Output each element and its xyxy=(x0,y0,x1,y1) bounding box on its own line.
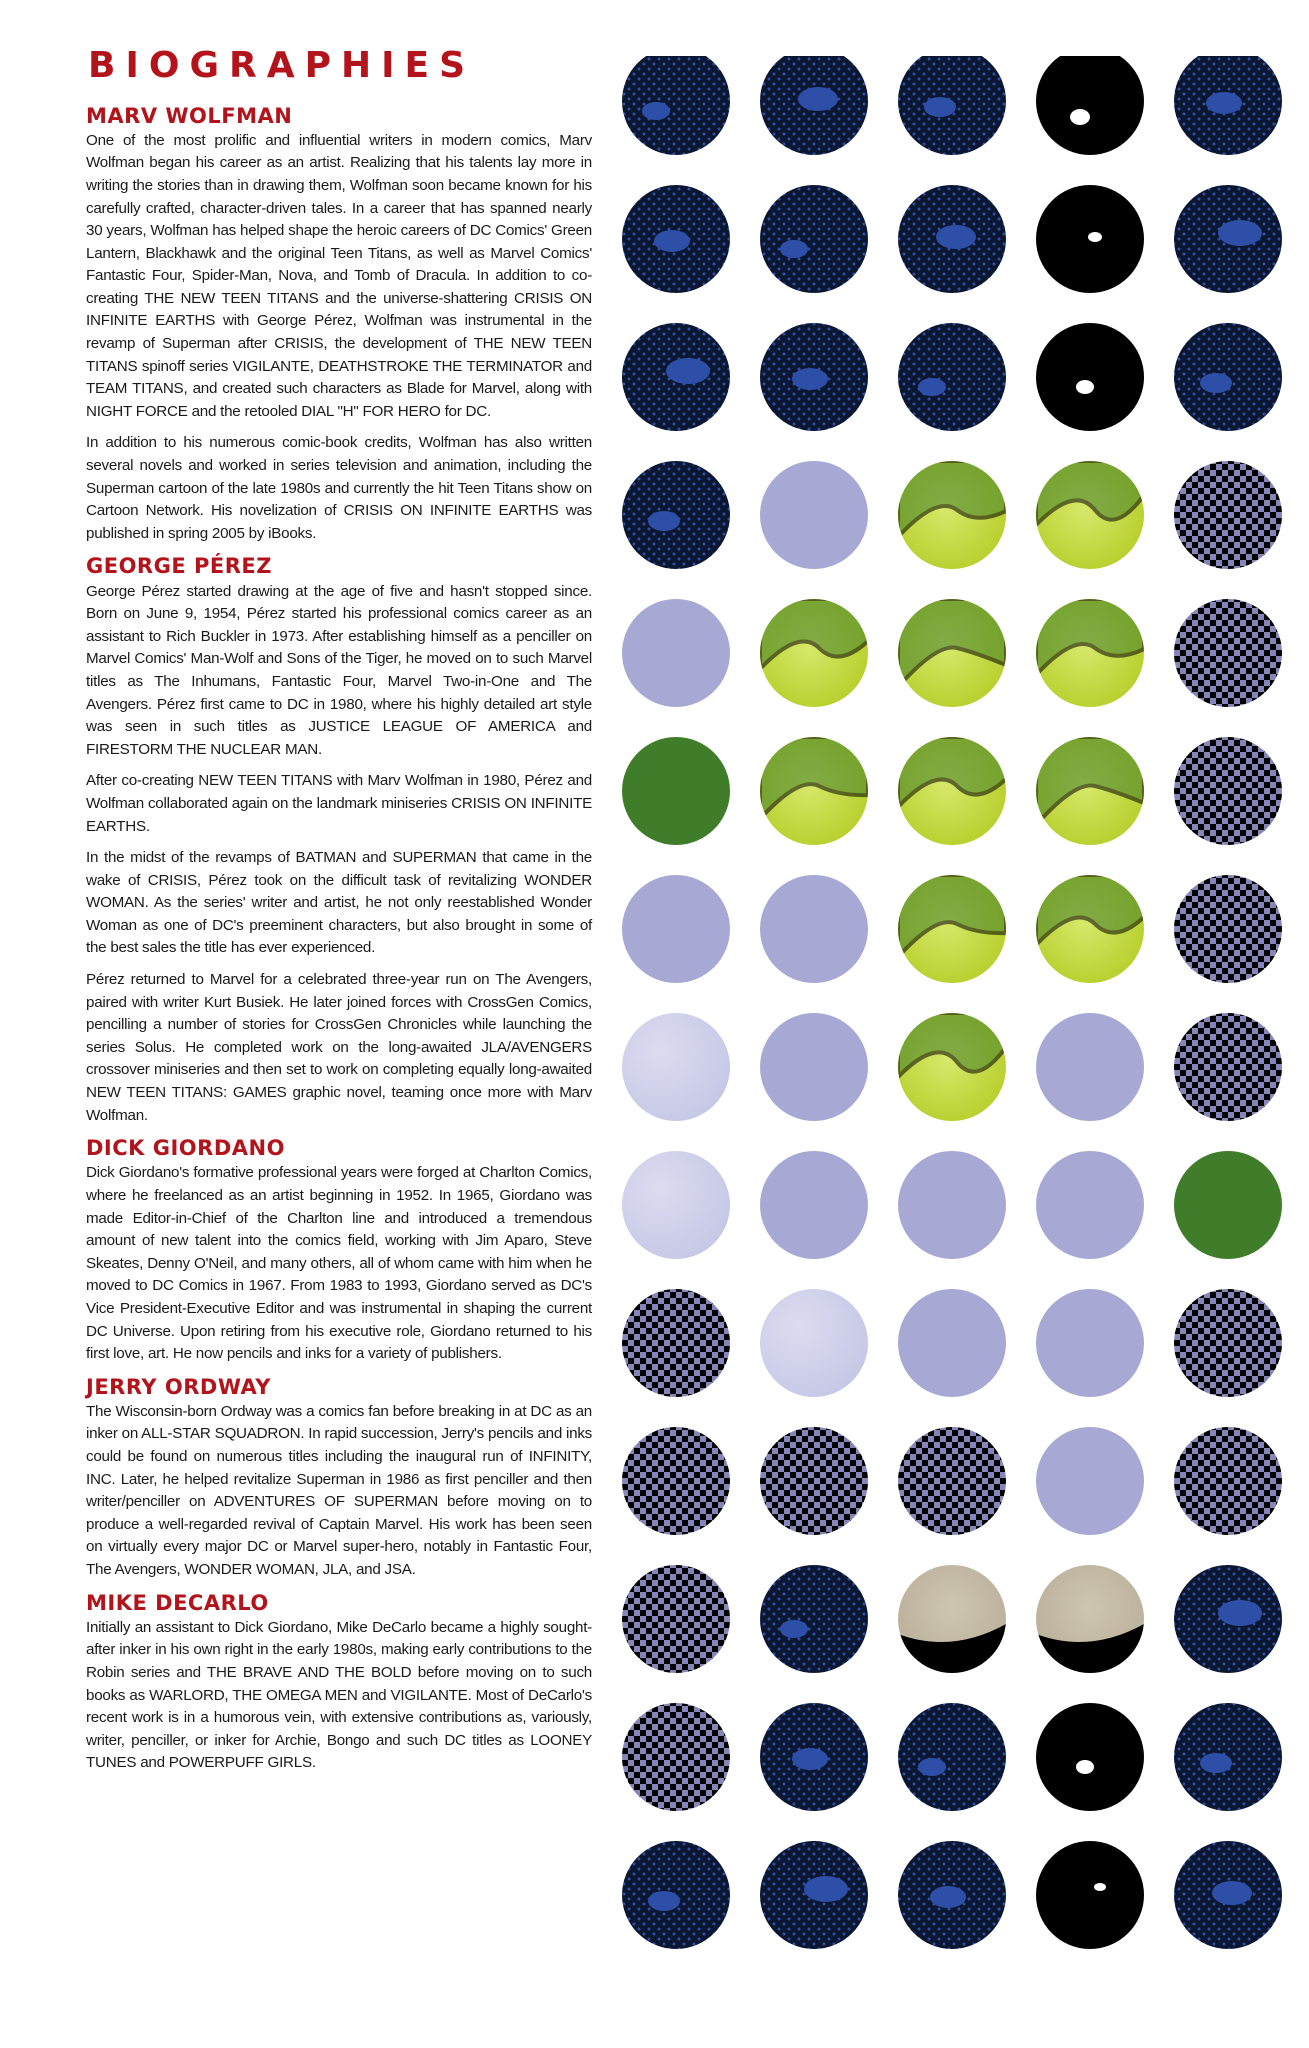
halftone-dot xyxy=(760,737,868,845)
halftone-dot xyxy=(622,1151,730,1259)
halftone-dot xyxy=(898,1703,1006,1811)
halftone-dot xyxy=(1174,1703,1282,1811)
halftone-dot xyxy=(1036,1427,1144,1535)
halftone-dot xyxy=(622,461,730,569)
biography-paragraph: Initially an assistant to Dick Giordano, Mike DeCarlo became a highly sought-after inker in his own right in the early 1980s, making early contributions to the Robin series and THE BRAVE AND THE BOLD before moving on to such books as WARLORD, THE OMEGA MEN and VIGILANTE. Most of DeCarlo's recent work is in a humorous vein, with extensive contributions as, variously, writer, penciller, or inker for Archie, Bongo and such DC titles as LOONEY TUNES and POWERPUFF GIRLS. xyxy=(86,1618,592,1772)
halftone-dot xyxy=(760,1289,868,1397)
halftone-dot xyxy=(1174,737,1282,845)
halftone-dot xyxy=(1174,56,1282,155)
halftone-dot xyxy=(1174,185,1282,293)
dot-grid-svg xyxy=(616,56,1309,2026)
halftone-dot xyxy=(898,1565,1006,1673)
biography-name: DICK GIORDANO xyxy=(86,1136,285,1161)
halftone-dot xyxy=(622,1013,730,1121)
biographies-list xyxy=(86,104,592,1775)
halftone-dot xyxy=(898,1427,1006,1535)
biography-name: MIKE DECARLO xyxy=(86,1590,269,1615)
halftone-dot xyxy=(622,1427,730,1535)
halftone-dot xyxy=(1174,599,1282,707)
halftone-dot xyxy=(1036,599,1144,707)
halftone-dot xyxy=(760,599,868,707)
halftone-dot xyxy=(622,1703,730,1811)
biography-paragraph: In the midst of the revamps of BATMAN and SUPERMAN that came in the wake of CRISIS, Pérez took on the difficult task of revitalizing WONDER WOMAN. As the series' writer and artist, he not only reestablished Wonder Woman as one of DC's preeminent characters, but also brought in some of the best sales the title has ever experienced. xyxy=(86,849,592,957)
halftone-dot xyxy=(898,875,1006,983)
biography-paragraph: Dick Giordano's formative professional years were forged at Charlton Comics, where he freelanced as an artist beginning in 1952. In 1965, Giordano was made Editor-in-Chief of the Charlton line and introduced a tremendous amount of new talent into the comics field, working with Jim Aparo, Steve Skeates, Denny O'Neil, and many others, all of whom came with him when he moved to DC Comics in 1967. From 1983 to 1993, Giordano served as DC's Vice President-Executive Editor and was instrumental in shaping the current DC Universe. Upon retiring from his executive role, Giordano returned to his first love, art. He now pencils and inks for a variety of publishers. xyxy=(86,1164,592,1363)
halftone-dot xyxy=(760,1565,868,1673)
halftone-dot xyxy=(1174,1289,1282,1397)
halftone-dot xyxy=(898,1013,1006,1121)
halftone-dot xyxy=(1036,1565,1144,1673)
halftone-dot xyxy=(760,1703,868,1811)
halftone-dot xyxy=(1174,461,1282,569)
page-title: BIOGRAPHIES xyxy=(88,45,475,86)
halftone-dot xyxy=(1174,323,1282,431)
biography-dick-giordano xyxy=(86,1136,592,1365)
halftone-dot xyxy=(898,323,1006,431)
biography-paragraph: Pérez returned to Marvel for a celebrated three-year run on The Avengers, paired with writer Kurt Busiek. He later joined forces with CrossGen Comics, pencilling a number of stories for CrossGen Chronicles while launching the series Solus. He completed work on the long-awaited JLA/AVENGERS crossover miniseries and then set to work on completing equally long-awaited NEW TEEN TITANS: GAMES graphic novel, teaming once more with Marv Wolfman. xyxy=(86,971,592,1124)
halftone-dot xyxy=(1036,1289,1144,1397)
halftone-dot xyxy=(1036,1703,1144,1811)
halftone-dot xyxy=(1036,185,1144,293)
halftone-dot xyxy=(898,1841,1006,1949)
halftone-dot xyxy=(1174,875,1282,983)
halftone-dot xyxy=(760,323,868,431)
halftone-dot xyxy=(760,1013,868,1121)
halftone-dot xyxy=(1174,1151,1282,1259)
halftone-dot xyxy=(898,1151,1006,1259)
biography-paragraph: After co-creating NEW TEEN TITANS with Marv Wolfman in 1980, Pérez and Wolfman collaborated again on the landmark miniseries CRISIS ON INFINITE EARTHS. xyxy=(86,772,592,835)
biography-name: MARV WOLFMAN xyxy=(86,103,293,128)
halftone-dot xyxy=(898,185,1006,293)
halftone-dot xyxy=(622,185,730,293)
halftone-dot xyxy=(760,1427,868,1535)
biography-name: GEORGE PÉREZ xyxy=(86,554,272,579)
halftone-dot xyxy=(760,1151,868,1259)
halftone-dot xyxy=(898,1289,1006,1397)
halftone-dot xyxy=(622,737,730,845)
halftone-dot xyxy=(622,1841,730,1949)
biography-paragraph: One of the most prolific and influential writers in modern comics, Marv Wolfman began his career as an artist. Realizing that his talents lay more in writing the stories than in drawing them, Wolfman soon became known for his carefully crafted, character-driven tales. In a career that has spanned nearly 30 years, Wolfman has helped shape the heroic careers of DC Comics' Green Lantern, Blackhawk and the original Teen Titans, as well as Marvel Comics' Fantastic Four, Spider-Man, Nova, and Tomb of Dracula. In addition to co-creating THE NEW TEEN TITANS and the universe-shattering CRISIS ON INFINITE EARTHS with George Pérez, Wolfman was instrumental in the revamp of Superman after CRISIS, the development of THE NEW TEEN TITANS spinoff series VIGILANTE, DEATHSTROKE THE TERMINATOR and TEAM TITANS, and created such characters as Blade for Marvel, along with NIGHT FORCE and the retooled DIAL "H" FOR HERO for DC. xyxy=(86,131,592,420)
halftone-dot xyxy=(898,599,1006,707)
halftone-dot xyxy=(760,461,868,569)
halftone-dot xyxy=(760,875,868,983)
halftone-dot xyxy=(898,737,1006,845)
halftone-dot xyxy=(622,599,730,707)
halftone-dot-grid xyxy=(616,56,1309,2026)
biography-paragraph: The Wisconsin-born Ordway was a comics fan before breaking in at DC as an inker on ALL-STAR SQUADRON. In rapid succession, Jerry's pencils and inks could be found on numerous titles including the inaugural run of INFINITY, INC. Later, he helped revitalize Superman in 1986 as first penciller and then writer/penciller on ADVENTURES OF SUPERMAN before moving on to produce a well-regarded revival of Captain Marvel. His work has been seen on virtually every major DC or Marvel super-hero, notably in Fantastic Four, The Avengers, WONDER WOMAN, JLA, and JSA. xyxy=(86,1402,593,1578)
halftone-dot xyxy=(760,1841,868,1949)
biography-mike-decarlo xyxy=(86,1591,592,1775)
biography-name: JERRY ORDWAY xyxy=(86,1374,271,1399)
biography-george-p-rez xyxy=(86,554,592,1127)
biography-paragraph: George Pérez started drawing at the age of five and hasn't stopped since. Born on June 9, 1954, Pérez started his professional comics career as an assistant to Rich Buckler in 1973. After establishing himself as a penciller on Marvel Comics' Man-Wolf and Sons of the Tiger, he moved on to such Marvel titles as The Inhumans, Fantastic Four, Marvel Two-in-One and The Avengers. Pérez first came to DC in 1980, where his highly detailed art style was seen in such titles as JUSTICE LEAGUE OF AMERICA and FIRESTORM THE NUCLEAR MAN. xyxy=(86,582,592,758)
halftone-dot xyxy=(1036,56,1144,155)
halftone-dot xyxy=(1036,323,1144,431)
halftone-dot xyxy=(622,1565,730,1673)
halftone-dot xyxy=(1174,1565,1282,1673)
halftone-dot xyxy=(1174,1427,1282,1535)
halftone-dot xyxy=(1174,1841,1282,1949)
halftone-dot xyxy=(622,1289,730,1397)
biography-jerry-ordway xyxy=(86,1375,592,1582)
halftone-dot xyxy=(898,56,1006,155)
halftone-dot xyxy=(1036,461,1144,569)
halftone-dot xyxy=(622,323,730,431)
halftone-dot xyxy=(1036,737,1144,845)
halftone-dot xyxy=(760,56,868,155)
halftone-dot xyxy=(898,461,1006,569)
halftone-dot xyxy=(1174,1013,1282,1121)
halftone-dot xyxy=(1036,1151,1144,1259)
halftone-dot xyxy=(622,56,730,155)
biography-paragraph: In addition to his numerous comic-book credits, Wolfman has also written several novels and worked in series television and animation, including the Superman cartoon of the late 1980s and currently the hit Teen Titans show on Cartoon Network. His novelization of CRISIS ON INFINITE EARTHS was published in spring 2005 by iBooks. xyxy=(86,434,592,542)
biography-marv-wolfman xyxy=(86,104,592,546)
biographies-column xyxy=(86,46,592,1784)
halftone-dot xyxy=(1036,1841,1144,1949)
halftone-dot xyxy=(1036,875,1144,983)
halftone-dot xyxy=(760,185,868,293)
halftone-dot xyxy=(1036,1013,1144,1121)
halftone-dot xyxy=(622,875,730,983)
